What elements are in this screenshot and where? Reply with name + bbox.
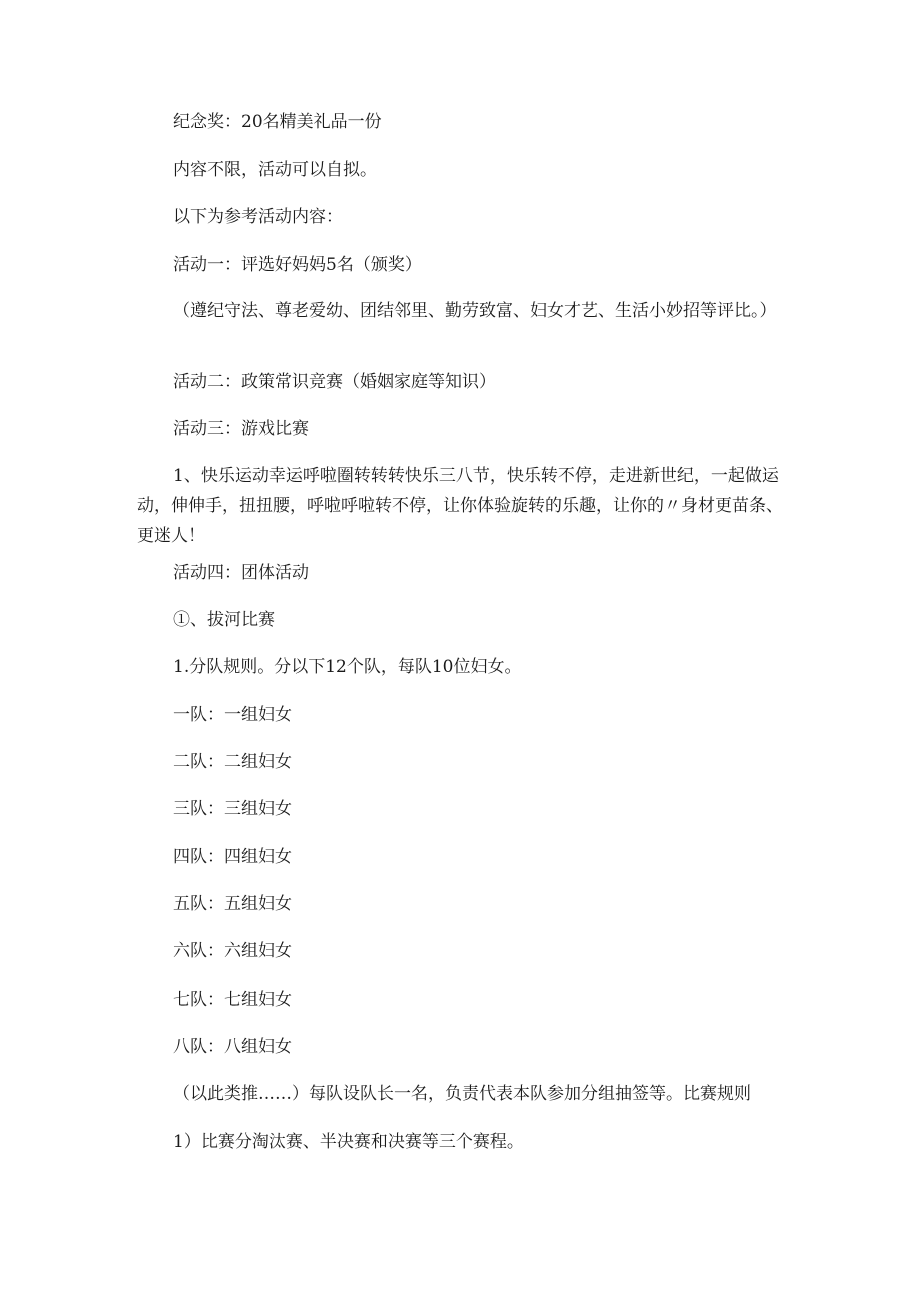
paragraph-team-captain: （以此类推……）每队设队长一名，负责代表本队参加分组抽签等。比赛规则 — [173, 1084, 751, 1104]
paragraph-activity-one-criteria: （遵纪守法、尊老爱幼、团结邻里、勤劳致富、妇女才艺、生活小妙招等评比。） — [173, 301, 777, 321]
paragraph-activity-two: 活动二：政策常识竞赛（婚姻家庭等知识） — [173, 372, 496, 392]
paragraph-activity-four: 活动四：团体活动 — [173, 563, 309, 583]
team-line-8: 八队：八组妇女 — [173, 1037, 292, 1057]
paragraph-team-rules: 1.分队规则。分以下12个队，每队10位妇女。 — [173, 657, 522, 677]
paragraph-activity-one: 活动一：评选好妈妈5名（颁奖） — [173, 255, 422, 275]
paragraph-reference-intro: 以下为参考活动内容： — [173, 207, 343, 227]
paragraph-content-unlimited: 内容不限，活动可以自拟。 — [173, 160, 377, 180]
team-line-1: 一队：一组妇女 — [173, 705, 292, 725]
team-line-2: 二队：二组妇女 — [173, 752, 292, 772]
team-line-7: 七队：七组妇女 — [173, 990, 292, 1010]
paragraph-souvenir-award: 纪念奖：20名精美礼品一份 — [173, 112, 382, 132]
team-line-3: 三队：三组妇女 — [173, 799, 292, 819]
team-line-6: 六队：六组妇女 — [173, 941, 292, 961]
paragraph-hula-hoop: 1、快乐运动幸运呼啦圈转转转快乐三八节，快乐转不停，走进新世纪，一起做运动，伸伸手，扭扭腰，呼啦呼啦转不停，让你体验旋转的乐趣，让你的〃身材更苗条、更迷人！ — [137, 466, 783, 546]
team-line-5: 五队：五组妇女 — [173, 894, 292, 914]
paragraph-activity-three: 活动三：游戏比赛 — [173, 419, 309, 439]
team-line-4: 四队：四组妇女 — [173, 847, 292, 867]
paragraph-match-stages: 1）比赛分淘汰赛、半决赛和决赛等三个赛程。 — [173, 1132, 524, 1152]
paragraph-tug-of-war: ①、拔河比赛 — [173, 610, 275, 630]
